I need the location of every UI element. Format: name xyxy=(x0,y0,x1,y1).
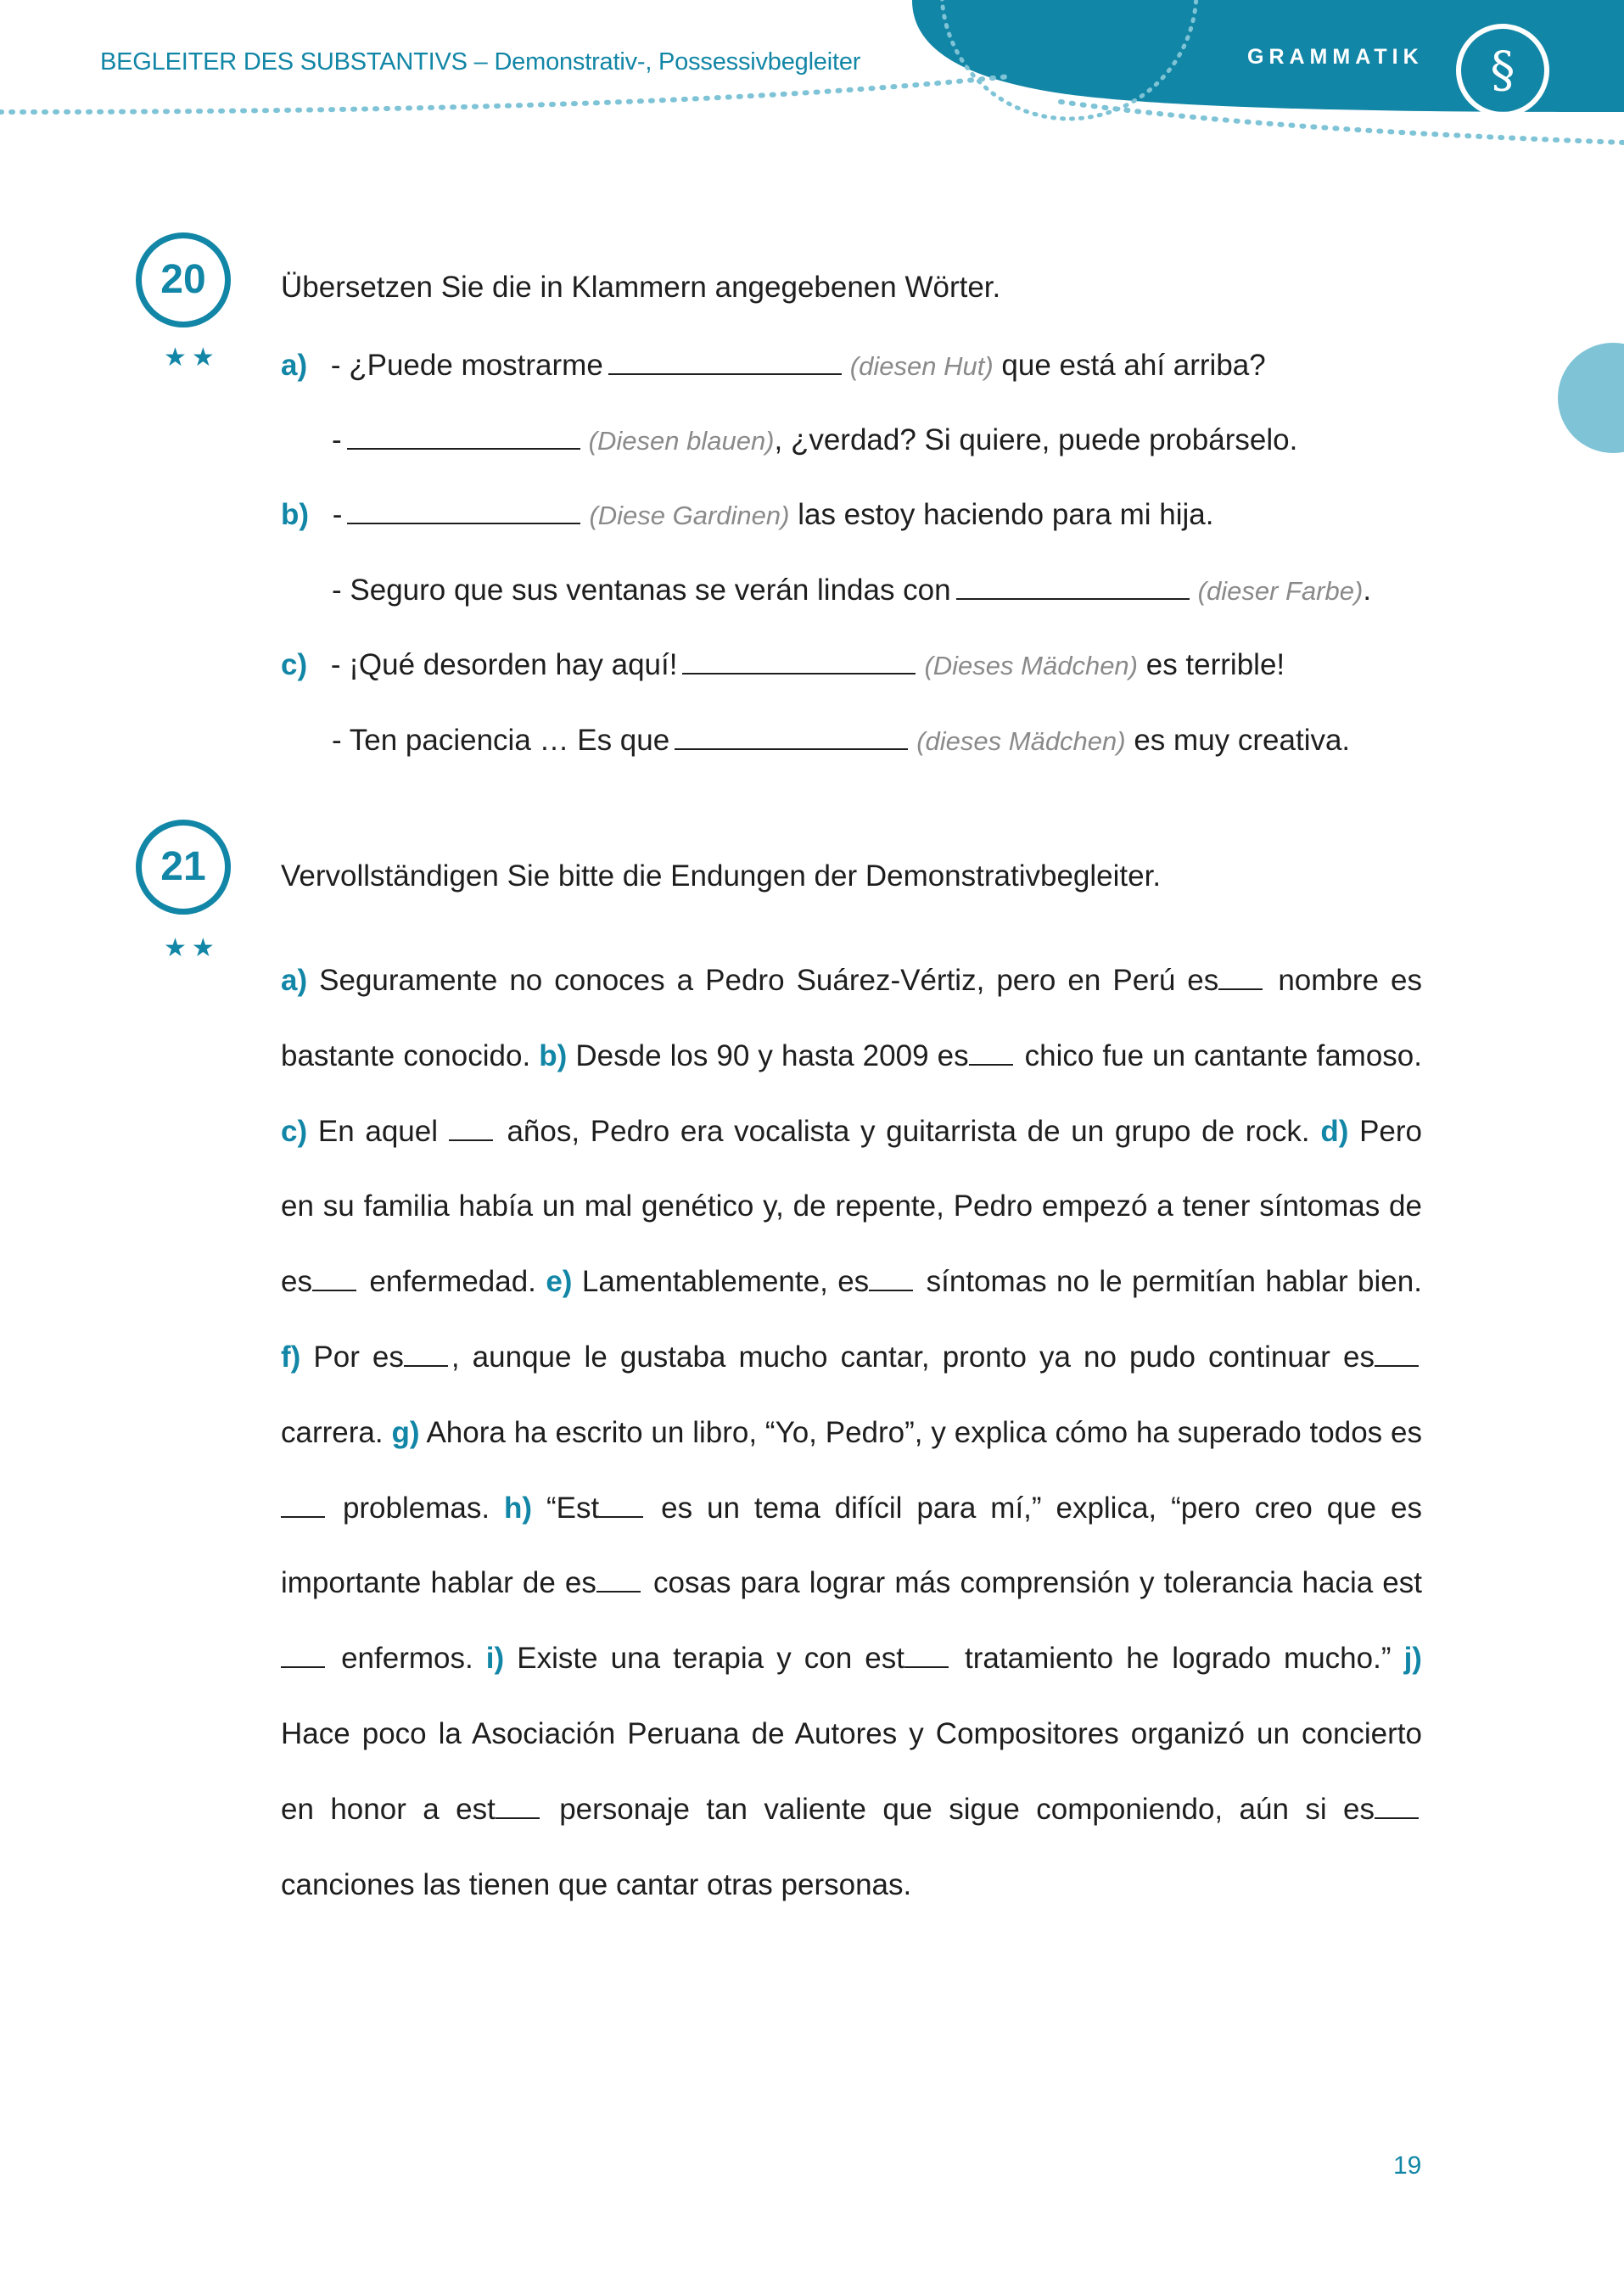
item-label-h: h) xyxy=(504,1491,533,1525)
item-text: - ¡Qué desorden hay aquí! xyxy=(330,648,678,681)
exercise-20-number: 20 xyxy=(136,232,231,327)
item-label-c: c) xyxy=(281,1114,308,1148)
item-label-g: g) xyxy=(391,1415,420,1449)
item-text: es terrible! xyxy=(1145,648,1285,681)
exercise-20-item-c-line-2 xyxy=(332,723,1350,759)
text-segment: nombre es bastante conocido. xyxy=(281,964,1422,1072)
translation-hint: (Diese Gardinen) xyxy=(589,501,790,530)
item-text: - xyxy=(332,498,343,531)
ending-blank[interactable] xyxy=(281,1644,325,1668)
ending-blank[interactable] xyxy=(449,1117,493,1141)
translation-hint: (dieses Mädchen) xyxy=(916,726,1126,756)
text-segment: personaje tan valiente que sigue componiendo, aún si es xyxy=(559,1792,1375,1826)
answer-blank[interactable] xyxy=(682,649,916,675)
ending-blank[interactable] xyxy=(1218,966,1263,990)
ending-blank[interactable] xyxy=(599,1494,643,1518)
text-segment: Lamentablemente, es xyxy=(581,1265,870,1299)
text-segment: Seguramente no conoces a Pedro Suárez-Vértiz, pero en Perú es xyxy=(319,964,1219,997)
item-text: es muy creativa. xyxy=(1134,724,1351,757)
exercise-21-number: 21 xyxy=(136,820,231,915)
text-segment: cosas para lograr más comprensión y tolerancia hacia est xyxy=(653,1566,1422,1600)
answer-blank[interactable] xyxy=(608,350,842,375)
ending-blank[interactable] xyxy=(969,1042,1013,1066)
item-label-f: f) xyxy=(281,1340,301,1374)
text-segment: En aquel xyxy=(317,1114,438,1148)
item-label-j: j) xyxy=(1403,1642,1422,1676)
item-label-e: e) xyxy=(546,1265,573,1299)
translation-hint: (dieser Farbe) xyxy=(1197,576,1364,606)
text-segment: síntomas no le permitían hablar bien. xyxy=(926,1265,1422,1299)
header-dotted-line-left xyxy=(0,76,1010,112)
exercise-21-instruction: Vervollständigen Sie bitte die Endungen der Demonstrativbegleiter. xyxy=(281,859,1162,893)
item-text: . xyxy=(1363,574,1372,607)
text-segment: años, Pedro era vocalista y guitarrista de un grupo de rock. xyxy=(507,1114,1310,1148)
ending-blank[interactable] xyxy=(404,1343,448,1367)
header-decoration xyxy=(0,0,1624,170)
answer-blank[interactable] xyxy=(347,424,580,450)
answer-blank[interactable] xyxy=(675,725,908,750)
text-segment: carrera. xyxy=(281,1415,384,1449)
page-number: 19 xyxy=(1393,2152,1422,2180)
ending-blank[interactable] xyxy=(596,1569,641,1593)
header-title-bold: BEGLEITER DES SUBSTANTIVS xyxy=(100,48,468,76)
ending-blank[interactable] xyxy=(312,1268,356,1291)
item-text: - Ten paciencia … Es que xyxy=(332,724,670,757)
exercise-21-difficulty-stars: ★★ xyxy=(164,933,220,963)
text-segment: es un tema difícil para mí,” explica, “pero creo que es importante hablar de es xyxy=(281,1491,1423,1600)
text-segment: Por es xyxy=(313,1340,404,1374)
exercise-20-item-c-line-1 xyxy=(281,647,1285,684)
paragraph-icon: § xyxy=(1456,24,1549,117)
ending-blank[interactable] xyxy=(1375,1795,1419,1819)
ending-blank[interactable] xyxy=(904,1644,949,1668)
item-label-b: b) xyxy=(539,1038,568,1072)
text-segment: “Est xyxy=(546,1491,600,1525)
text-segment: Ahora ha escrito un libro, “Yo, Pedro”, y explica cómo ha superado todos es xyxy=(426,1415,1422,1449)
text-segment: Existe una terapia y con est xyxy=(517,1642,904,1676)
item-label-c: c) xyxy=(281,648,308,681)
answer-blank[interactable] xyxy=(956,574,1190,600)
ending-blank[interactable] xyxy=(281,1494,325,1518)
item-label-a: a) xyxy=(281,964,308,997)
section-label: GRAMMATIK xyxy=(1247,45,1424,69)
answer-blank[interactable] xyxy=(347,499,580,524)
item-label-i: i) xyxy=(485,1642,505,1676)
text-segment: enfermedad. xyxy=(369,1265,536,1299)
item-text: - xyxy=(332,423,342,456)
text-segment: Hace poco la Asociación Peruana de Autores y Compositores organizó un concierto en honor a est xyxy=(281,1716,1422,1826)
exercise-20-instruction: Übersetzen Sie die in Klammern angegebenen Wörter. xyxy=(281,271,1001,304)
header-title xyxy=(100,48,860,76)
exercise-20-item-a-line-1 xyxy=(281,348,1266,384)
exercise-20-item-a-line-2 xyxy=(332,423,1297,459)
exercise-20-item-b-line-2 xyxy=(332,573,1371,609)
text-segment: problemas. xyxy=(342,1491,490,1525)
exercise-20-difficulty-stars: ★★ xyxy=(164,343,220,372)
ending-blank[interactable] xyxy=(496,1795,540,1819)
text-segment: Desde los 90 y hasta 2009 es xyxy=(575,1038,969,1072)
text-segment: enfermos. xyxy=(341,1642,473,1676)
ending-blank[interactable] xyxy=(1375,1343,1419,1367)
item-label-a: a) xyxy=(281,349,308,382)
text-segment: Pero en su familia había un mal genético y, de repente, Pedro empezó a tener síntomas de es xyxy=(281,1114,1423,1299)
exercise-20-item-b-line-1 xyxy=(281,497,1214,534)
translation-hint: (diesen Hut) xyxy=(849,351,994,381)
item-text: - Seguro que sus ventanas se verán lindas con xyxy=(332,574,951,607)
side-tab-marker xyxy=(1558,343,1624,453)
translation-hint: (Dieses Mädchen) xyxy=(924,651,1138,680)
text-segment: chico fue un cantante famoso. xyxy=(1024,1038,1422,1072)
item-text: las estoy haciendo para mi hija. xyxy=(798,498,1214,531)
item-text: - ¿Puede mostrarme xyxy=(330,349,603,382)
exercise-21-text xyxy=(281,943,1422,1923)
item-text: , ¿verdad? Si quiere, puede probárselo. xyxy=(774,423,1298,456)
item-label-d: d) xyxy=(1320,1114,1349,1148)
text-segment: , aunque le gustaba mucho cantar, pronto ya no pudo continuar es xyxy=(451,1340,1375,1374)
header-title-rest: – Demonstrativ-, Possessivbegleiter xyxy=(467,48,861,76)
item-text: que está ahí arriba? xyxy=(1001,349,1266,382)
item-label-b: b) xyxy=(281,498,310,531)
text-segment: canciones las tienen que cantar otras personas. xyxy=(281,1867,912,1901)
text-segment: tratamiento he logrado mucho.” xyxy=(965,1642,1392,1676)
ending-blank[interactable] xyxy=(869,1268,913,1291)
translation-hint: (Diesen blauen) xyxy=(588,426,775,456)
